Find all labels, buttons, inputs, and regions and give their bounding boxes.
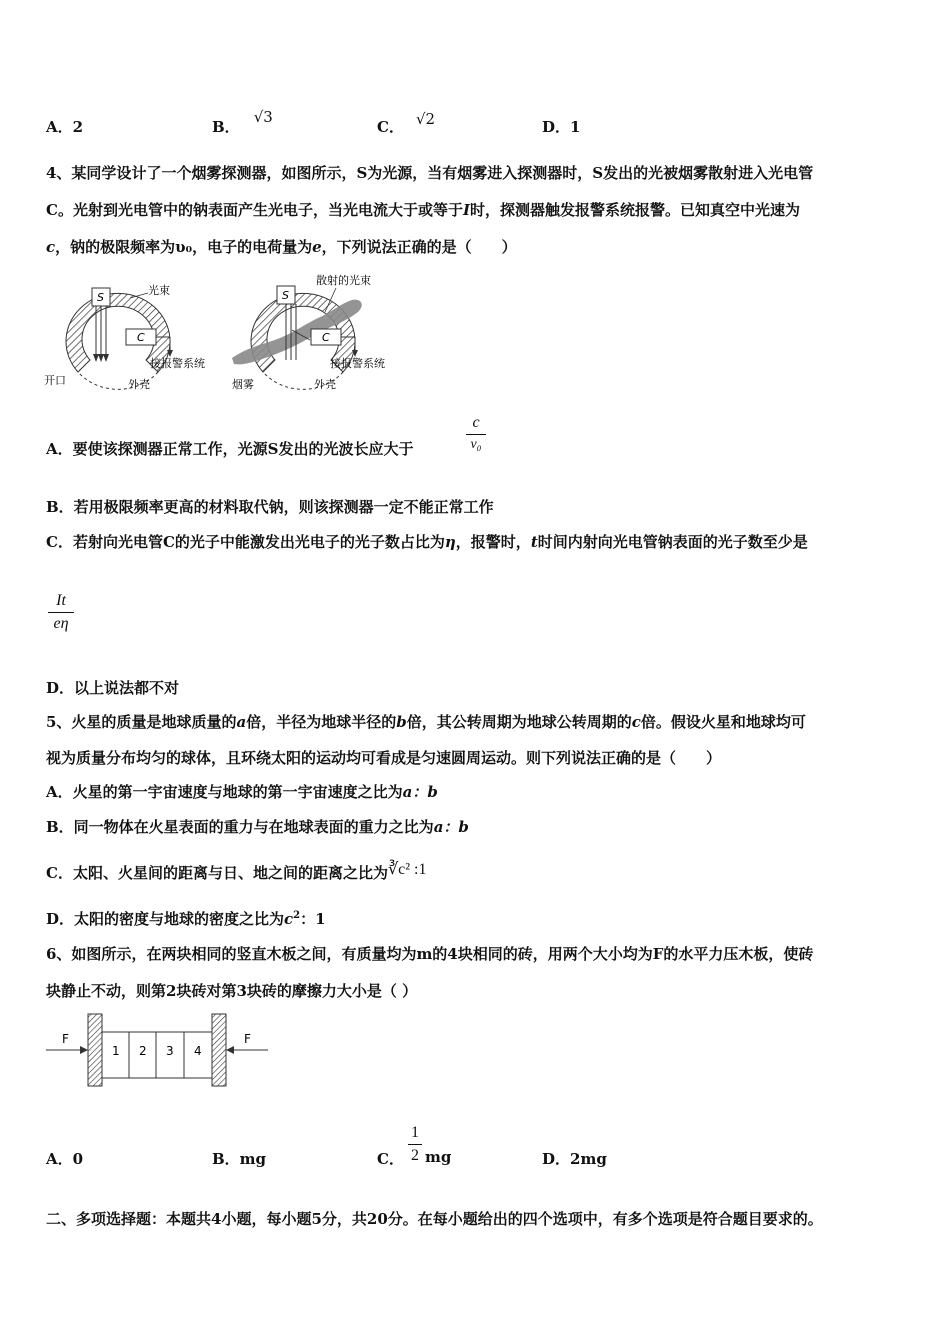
q5-option-a: A．火星的第一宇宙速度与地球的第一宇宙速度之比为a：b [46,783,438,801]
left-detector [44,283,205,391]
q5-option-c: C．太阳、火星间的距离与日、地之间的距离之比为∛c² :1 [46,861,427,882]
q4-detector-figure [40,268,410,398]
q6-bricks-figure [44,1010,274,1090]
q3-option-a: A．2 [46,118,84,136]
q3-option-c: C． √2 [377,110,436,136]
q4-option-b: B．若用极限频率更高的材料取代钠，则该探测器一定不能正常工作 [46,498,494,516]
brick-3: 3 [166,1044,174,1058]
q5-stem-line2: 视为质量分布均匀的球体，且环绕太阳的运动均可看成是匀速圆周运动。则下列说法正确的是（ ） [46,749,722,767]
left-alarm-label: 接报警系统 [150,357,205,370]
left-tube-label: C [137,331,145,344]
brick-2: 2 [139,1044,147,1058]
right-shell-label: 外壳 [314,378,336,391]
q5-option-d: D．太阳的密度与地球的密度之比为$c^2$：1 [46,910,326,928]
q6-option-d: D．2mg [542,1150,607,1168]
right-source-label: S [282,289,289,302]
q3-option-b: B．√3 [212,108,273,136]
q4-stem-line2: C。光射到光电管中的钠表面产生光电子，当光电流大于或等于I时，探测器触发报警系统报警。已知真空中光速为 [46,201,800,219]
q6-option-a: A．0 [46,1150,84,1168]
brick-1: 1 [112,1044,120,1058]
q4-option-c-fraction: It eη [48,592,74,633]
left-shell-label: 外壳 [128,378,150,391]
q6-stem-line1: 6、如图所示，在两块相同的竖直木板之间，有质量均为m的4块相同的砖，用两个大小均为F的水平力压木板，使砖 [46,945,814,963]
q4-option-a-fraction: c v₀ [466,414,486,453]
left-board [88,1014,102,1086]
q6-option-c-unit: mg [425,1148,452,1166]
q5-option-b: B．同一物体在火星表面的重力与在地球表面的重力之比为a：b [46,818,469,836]
left-source-label: S [97,291,104,304]
left-opening-label: 开口 [44,374,66,387]
q6-option-b: B．mg [212,1150,267,1168]
left-beam-label: 光束 [148,284,170,297]
q4-stem-line1: 4、某同学设计了一个烟雾探测器，如图所示，S为光源，当有烟雾进入探测器时，S发出的光被烟雾散射进入光电管 [46,164,814,182]
force-right-label: F [244,1032,251,1046]
brick-4: 4 [194,1044,202,1058]
q6-stem-line2: 块静止不动，则第2块砖对第3块砖的摩擦力大小是（ ） [46,982,418,1000]
right-scatter-label: 散射的光束 [316,274,371,287]
q5-stem-line1: 5、火星的质量是地球质量的a倍，半径为地球半径的b倍，其公转周期为地球公转周期的c倍。假设火星和地球均可 [46,713,806,731]
force-left-label: F [62,1032,69,1046]
section2-heading: 二、多项选择题：本题共4小题，每小题5分，共20分。在每小题给出的四个选项中，有多个选项是符合题目要求的。 [46,1210,823,1228]
right-board [212,1014,226,1086]
right-alarm-label: 接报警系统 [330,357,385,370]
q4-option-c: C．若射向光电管C的光子中能激发出光电子的光子数占比为η，报警时，t时间内射向光电管钠表面的光子数至少是 [46,533,808,551]
q6-option-c: C． [377,1150,404,1168]
q6-option-c-fraction: 1 2 [408,1124,422,1165]
right-smoke-label: 烟雾 [232,378,254,391]
q4-option-d: D．以上说法都不对 [46,679,180,697]
right-tube-label: C [322,331,330,344]
right-detector [232,273,385,391]
q4-option-a: A．要使该探测器正常工作，光源S发出的光波长应大于 [46,440,414,458]
q3-option-d: D．1 [542,118,581,136]
q4-stem-line3: c，钠的极限频率为υ₀，电子的电荷量为e，下列说法正确的是（ ） [46,238,517,256]
